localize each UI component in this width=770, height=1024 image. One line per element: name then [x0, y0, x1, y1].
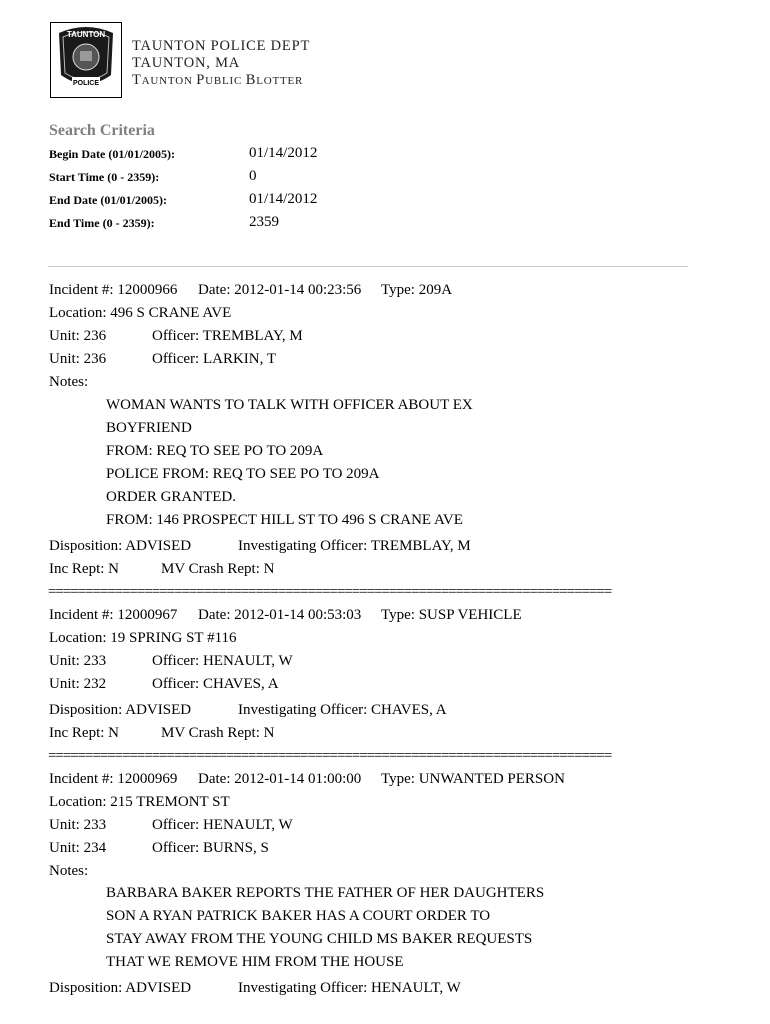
- note-line: FROM: 146 PROSPECT HILL ST TO 496 S CRANE AVE: [106, 512, 463, 528]
- notes-label: Notes:: [49, 374, 89, 390]
- incident-number: Incident #: 12000967: [49, 607, 178, 623]
- note-line: FROM: REQ TO SEE PO TO 209A: [106, 443, 324, 459]
- note-line: STAY AWAY FROM THE YOUNG CHILD MS BAKER REQUESTS: [106, 931, 533, 947]
- department-badge: [50, 22, 122, 98]
- incident-number: Incident #: 12000969: [49, 771, 178, 787]
- begin-date-label: Begin Date (01/01/2005):: [49, 147, 175, 161]
- search-criteria-title: Search Criteria: [49, 122, 155, 139]
- blotter-title: TAUNTON PUBLIC BLOTTER: [132, 72, 304, 88]
- incident-location: Location: 215 TREMONT ST: [49, 794, 230, 810]
- unit-officer: Officer: BURNS, S: [152, 840, 269, 856]
- note-line: BOYFRIEND: [106, 420, 192, 436]
- end-date-label: End Date (01/01/2005):: [49, 193, 167, 207]
- badge-bottom-text: POLICE: [72, 80, 100, 87]
- section-divider: [48, 266, 688, 267]
- note-line: THAT WE REMOVE HIM FROM THE HOUSE: [106, 954, 404, 970]
- badge-top-text: TAUNTON: [66, 30, 106, 39]
- incident-location: Location: 19 SPRING ST #116: [49, 630, 237, 646]
- incident-type: Type: UNWANTED PERSON: [381, 771, 565, 787]
- end-time-label: End Time (0 - 2359):: [49, 216, 155, 230]
- inc-rept: Inc Rept: N: [49, 725, 119, 741]
- unit-number: Unit: 234: [49, 840, 107, 856]
- incident-type: Type: 209A: [381, 282, 453, 298]
- incident-date: Date: 2012-01-14 01:00:00: [198, 771, 362, 787]
- incident-date: Date: 2012-01-14 00:53:03: [198, 607, 362, 623]
- note-line: WOMAN WANTS TO TALK WITH OFFICER ABOUT EX: [106, 397, 473, 413]
- begin-date-value: 01/14/2012: [249, 145, 318, 161]
- note-line: POLICE FROM: REQ TO SEE PO TO 209A: [106, 466, 380, 482]
- incident-location: Location: 496 S CRANE AVE: [49, 305, 232, 321]
- dept-city: TAUNTON, MA: [132, 55, 241, 71]
- dept-name: TAUNTON POLICE DEPT: [132, 38, 311, 54]
- incident-type: Type: SUSP VEHICLE: [381, 607, 522, 623]
- unit-officer: Officer: TREMBLAY, M: [152, 328, 303, 344]
- note-line: ORDER GRANTED.: [106, 489, 236, 505]
- record-separator: ============================================================================: [48, 748, 612, 764]
- record-separator: ============================================================================: [48, 584, 612, 600]
- mv-crash-rept: MV Crash Rept: N: [161, 561, 275, 577]
- unit-number: Unit: 236: [49, 351, 107, 367]
- end-time-value: 2359: [249, 214, 279, 230]
- investigating-officer: Investigating Officer: CHAVES, A: [238, 702, 447, 718]
- unit-officer: Officer: CHAVES, A: [152, 676, 279, 692]
- start-time-value: 0: [249, 168, 257, 184]
- unit-officer: Officer: LARKIN, T: [152, 351, 276, 367]
- note-line: BARBARA BAKER REPORTS THE FATHER OF HER DAUGHTERS: [106, 885, 545, 901]
- unit-number: Unit: 233: [49, 817, 107, 833]
- mv-crash-rept: MV Crash Rept: N: [161, 725, 275, 741]
- unit-number: Unit: 232: [49, 676, 107, 692]
- unit-officer: Officer: HENAULT, W: [152, 653, 293, 669]
- notes-label: Notes:: [49, 863, 89, 879]
- unit-officer: Officer: HENAULT, W: [152, 817, 293, 833]
- police-badge-icon: [51, 23, 121, 97]
- incident-number: Incident #: 12000966: [49, 282, 178, 298]
- start-time-label: Start Time (0 - 2359):: [49, 170, 160, 184]
- investigating-officer: Investigating Officer: HENAULT, W: [238, 980, 461, 996]
- end-date-value: 01/14/2012: [249, 191, 318, 207]
- disposition: Disposition: ADVISED: [49, 702, 192, 718]
- unit-number: Unit: 233: [49, 653, 107, 669]
- inc-rept: Inc Rept: N: [49, 561, 119, 577]
- note-line: SON A RYAN PATRICK BAKER HAS A COURT ORDER TO: [106, 908, 491, 924]
- unit-number: Unit: 236: [49, 328, 107, 344]
- disposition: Disposition: ADVISED: [49, 980, 192, 996]
- disposition: Disposition: ADVISED: [49, 538, 192, 554]
- investigating-officer: Investigating Officer: TREMBLAY, M: [238, 538, 471, 554]
- incident-date: Date: 2012-01-14 00:23:56: [198, 282, 362, 298]
